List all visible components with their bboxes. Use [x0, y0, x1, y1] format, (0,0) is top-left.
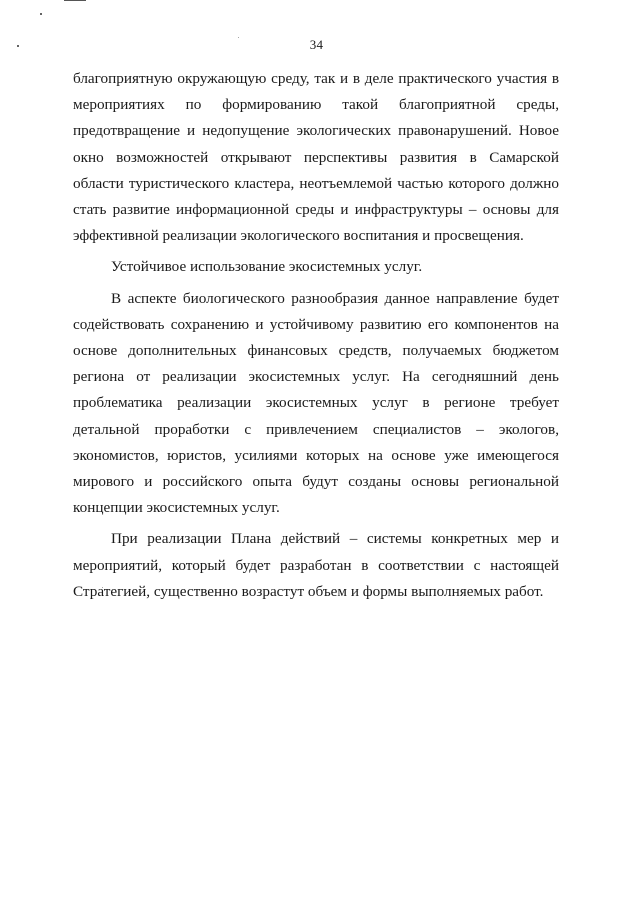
document-body [73, 66, 559, 605]
scan-top-rule [64, 0, 86, 1]
paragraph-heading: Устойчивое использование экосистемных услуг. [111, 258, 423, 276]
paragraph-biodiversity: В аспекте биологического разнообразия данное направление будет содействовать сохранению и устойчивому развитию его компонентов на основе дополнительных финансовых средств, получаемых бюджетом региона от реализации экосистемных услуг. На сегодняшний день проблематика реализации экосистемных услуг в регионе требует детальной проработки с привлечением специалистов – экологов, экономистов, юристов, усилиями которых на основе уже имеющегося мирового и российского опыта будут созданы основы региональной концепции экосистемных услуг. [73, 289, 559, 517]
paragraph-continuation: благоприятную окружающую среду, так и в деле практического участия в мероприятиях по формированию такой благоприятной среды, предотвращение и недопущение экологических правонарушений. Новое окно возможностей открывают перспективы развития в Самарской области туристического кластера, неотъемлемой частью которого должно стать развитие информационной среды и инфраструктуры – основы для эффективной реализации экологического воспитания и просвещения. [73, 70, 559, 245]
paragraph-action-plan: При реализации Плана действий – системы конкретных мер и мероприятий, который будет разработан в соответствии с настоящей Стратегией, существенно возрастут объем и формы выполняемых работ. [73, 530, 559, 600]
scan-speck [40, 13, 42, 15]
page-number: 34 [309, 37, 324, 52]
